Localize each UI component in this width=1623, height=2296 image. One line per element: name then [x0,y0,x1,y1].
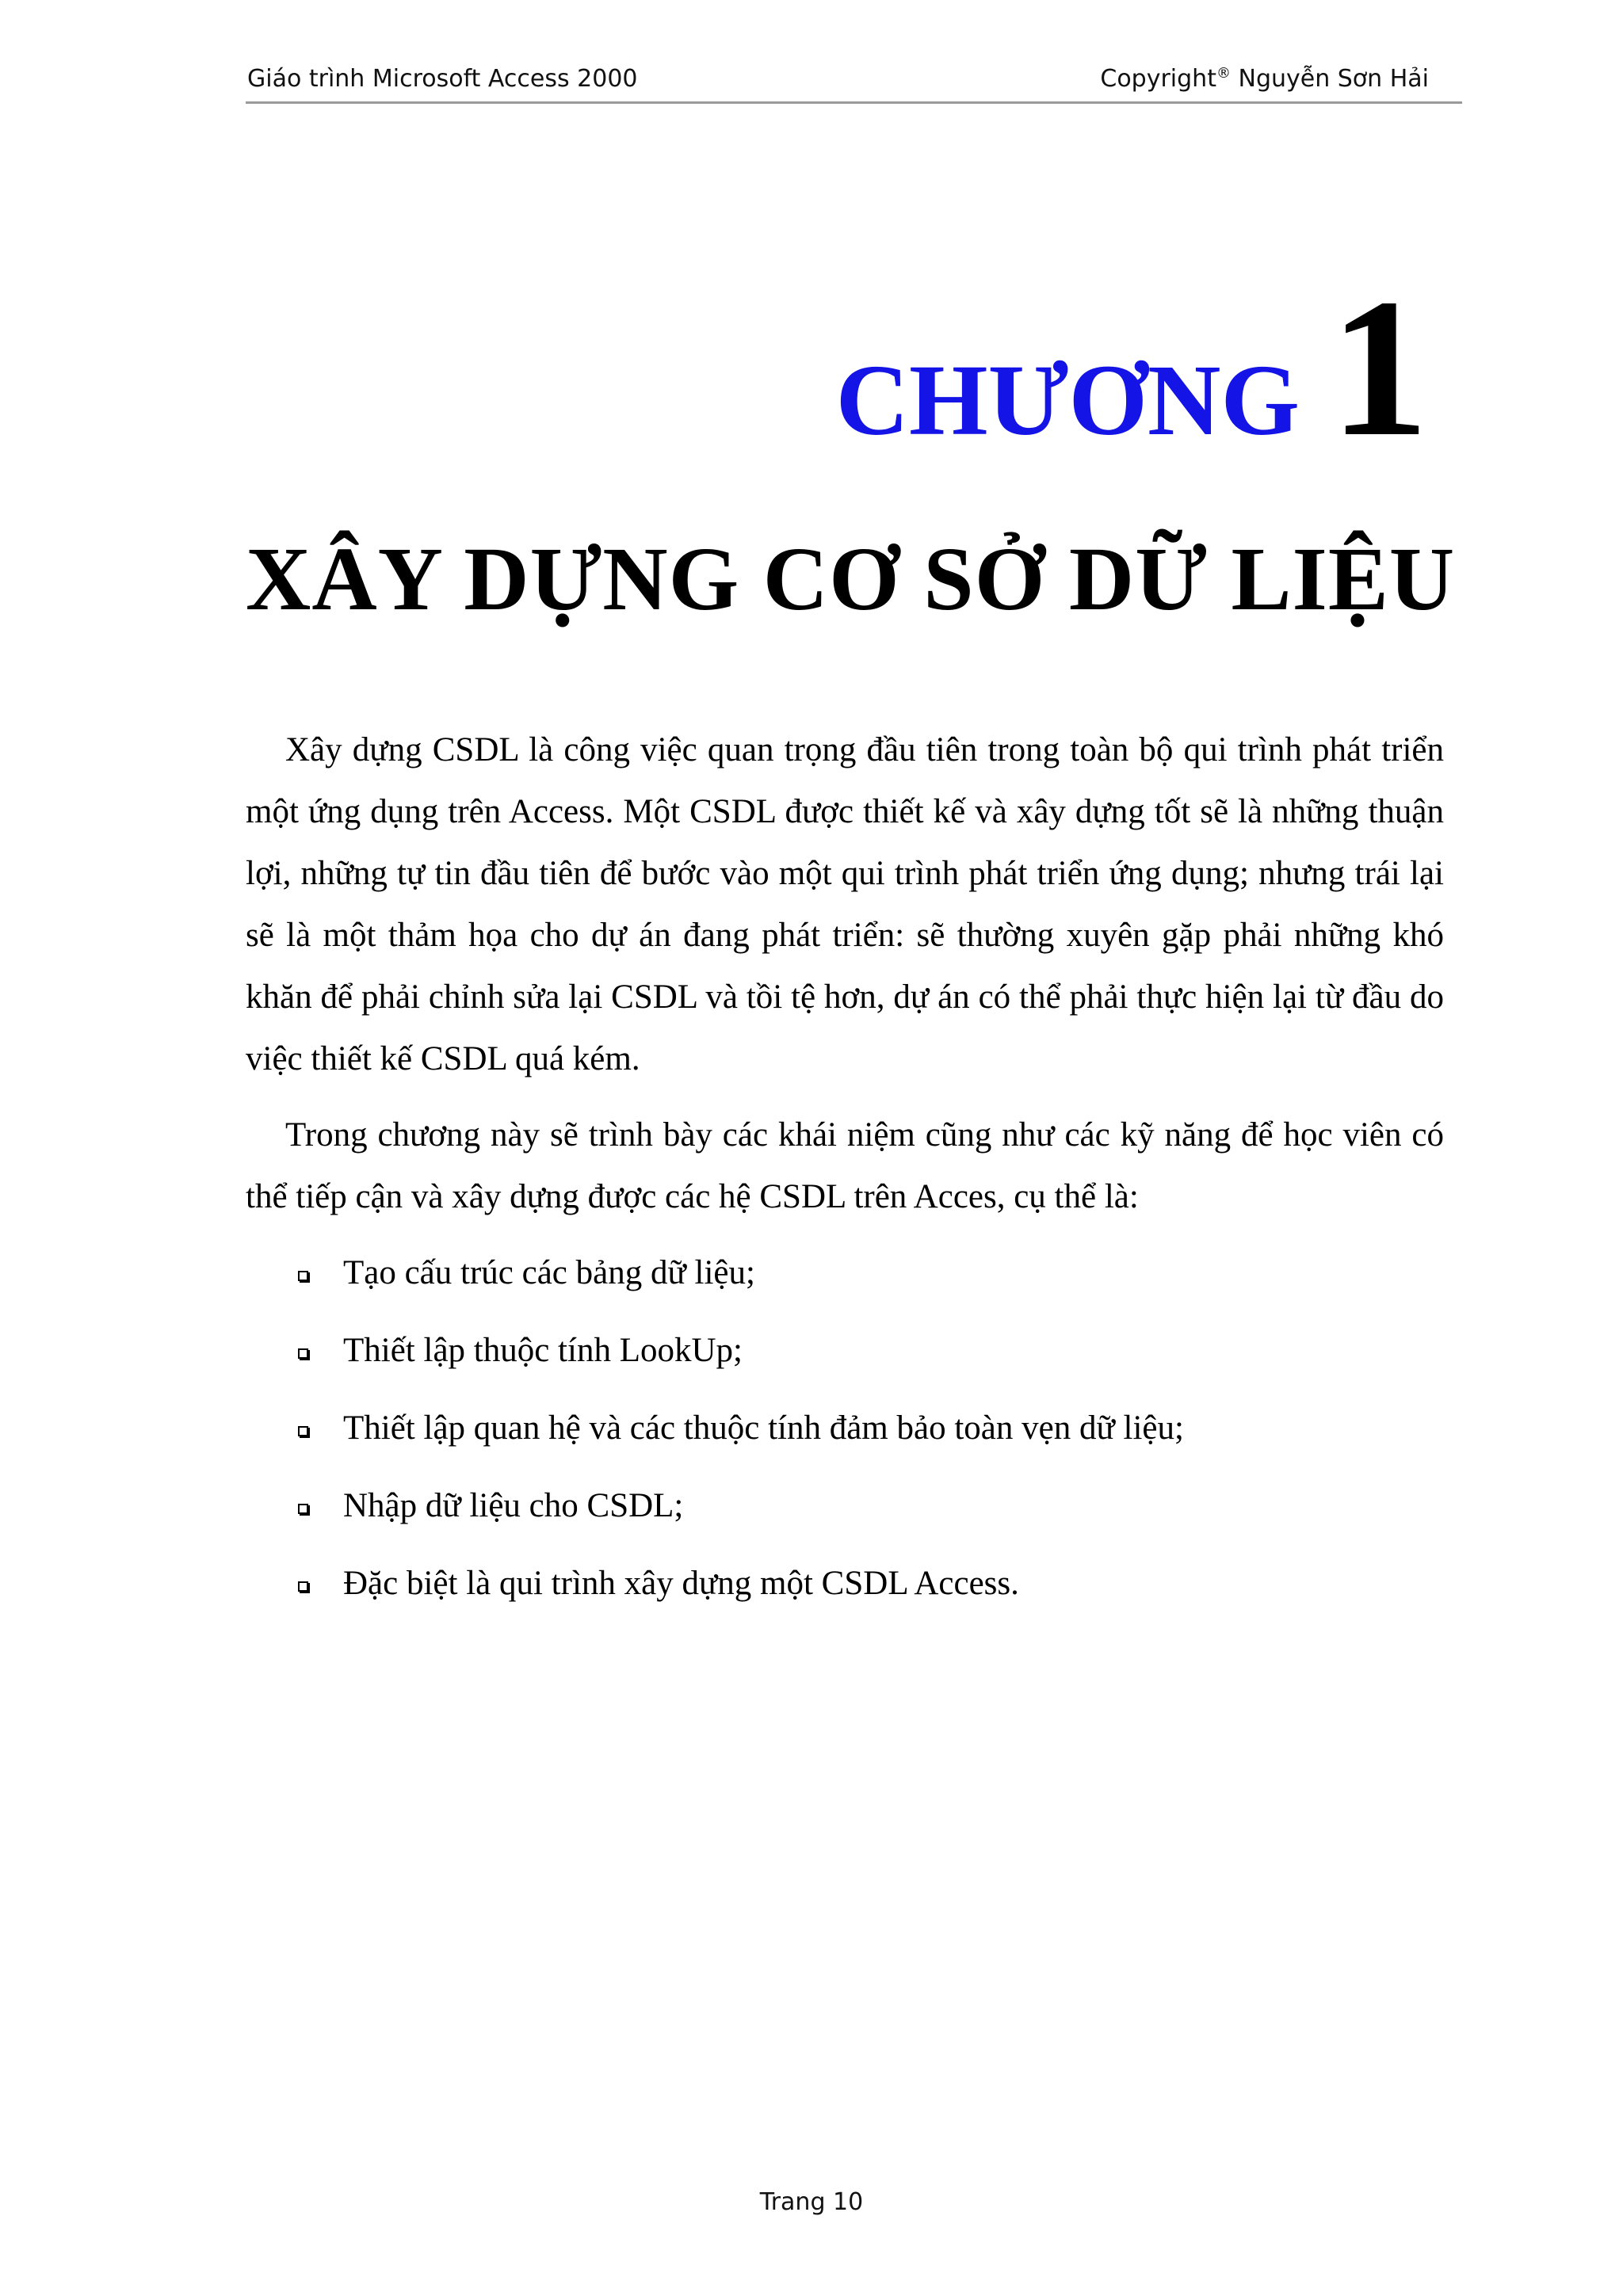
list-item-text: Đặc biệt là qui trình xây dựng một CSDL Access. [343,1565,1019,1602]
main-content [246,719,1444,1630]
chapter-title: XÂY DỰNG CƠ SỞ DỮ LIỆU [246,528,1456,629]
copyright-notice [1100,65,1429,93]
overview-paragraph: Trong chương này sẽ trình bày các khái niệm cũng như các kỹ năng để học viên có thể tiếp cận và xây dựng được các hệ CSDL trên Acces, cụ thể là: [246,1116,1444,1215]
checkbox-square-icon [298,1504,308,1514]
chapter-word: CHƯƠNG [835,344,1300,456]
chapter-number: 1 [1330,258,1429,478]
page-header [246,62,1462,104]
list-item-text: Thiết lập thuộc tính LookUp; [343,1332,743,1369]
list-item-text: Thiết lập quan hệ và các thuộc tính đảm bảo toàn vẹn dữ liệu; [343,1409,1184,1447]
author-name: Nguyễn Sơn Hải [1230,65,1429,93]
page-number: Trang 10 [759,2188,864,2216]
topic-list [246,1242,1444,1630]
list-item-text: Tạo cấu trúc các bảng dữ liệu; [343,1254,755,1291]
chapter-heading [835,258,1429,478]
checkbox-square-icon [298,1581,308,1592]
checkbox-square-icon [298,1348,308,1359]
list-item [246,1242,1444,1320]
list-item [246,1553,1444,1630]
checkbox-square-icon [298,1426,308,1436]
registered-mark: ® [1216,65,1231,82]
list-item [246,1320,1444,1398]
intro-paragraph: Xây dựng CSDL là công việc quan trọng đầu tiên trong toàn bộ qui trình phát triển một ứng dụng trên Access. Một CSDL được thiết kế và xây dựng tốt sẽ là những thuận lợi, những tự tin đầu tiên để bước vào một qui trình phát triển ứng dụng; nhưng trái lại sẽ là một thảm họa cho dự án đang phát triển: sẽ thường xuyên gặp phải những khó khăn để phải chỉnh sửa lại CSDL và tồi tệ hơn, dự án có thể phải thực hiện lại từ đầu do việc thiết kế CSDL quá kém. [246,731,1444,1077]
book-title: Giáo trình Microsoft Access 2000 [247,65,638,93]
checkbox-square-icon [298,1271,308,1281]
list-item [246,1398,1444,1475]
list-item-text: Nhập dữ liệu cho CSDL; [343,1487,684,1524]
list-item [246,1475,1444,1553]
copyright-label: Copyright [1100,65,1216,93]
